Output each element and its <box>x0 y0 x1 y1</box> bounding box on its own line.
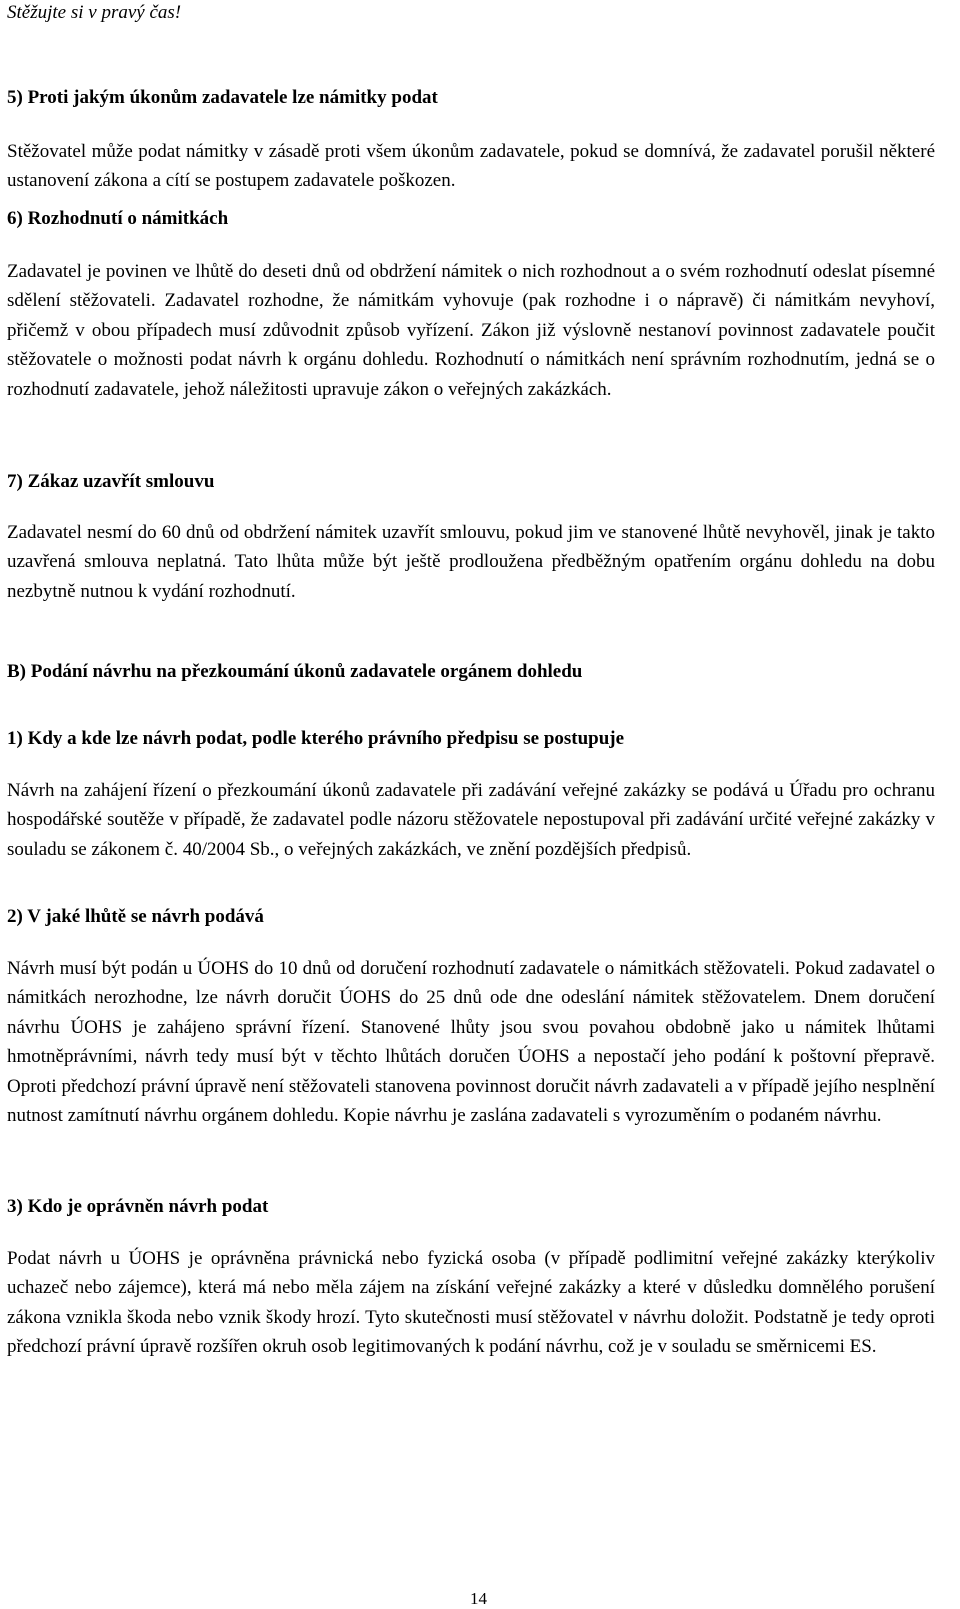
section-heading-5: 5) Proti jakým úkonům zadavatele lze námitky podat <box>7 87 438 108</box>
section-heading-b1: 1) Kdy a kde lze návrh podat, podle kterého právního předpisu se postupuje <box>7 728 625 749</box>
section-text-5: Stěžovatel může podat námitky v zásadě proti všem úkonům zadavatele, pokud se domnívá, že zadavatel porušil některé ustanovení zákona a cítí se postupem zadavatele poškozen. <box>7 141 935 192</box>
section-heading-7: 7) Zákaz uzavřít smlouvu <box>7 471 215 492</box>
section-text-b1: Návrh na zahájení řízení o přezkoumání úkonů zadavatele při zadávání veřejné zakázky se podává u Úřadu pro ochranu hospodářské soutěže v případě, že zadavatel podle názoru stěžovatele nepostupoval při zadávání určité veřejné zakázky v souladu se zákonem č. 40/2004 Sb., o veřejných zakázkách, ve znění pozdějších předpisů. <box>7 780 935 860</box>
section-heading-6: 6) Rozhodnutí o námitkách <box>7 208 229 229</box>
section-text-b2: Návrh musí být podán u ÚOHS do 10 dnů od doručení rozhodnutí zadavatele o námitkách stěžovateli. Pokud zadavatel o námitkách nerozhodne, lze návrh doručit ÚOHS do 25 dnů ode dne odeslání námitek stěžovatelem. Dnem doručení návrhu ÚOHS je zahájeno správní řízení. Stanovené lhůty jsou svou povahou obdobně jako u námitek lhůtami hmotněprávními, návrh tedy musí být v těchto lhůtách doručen ÚOHS a nepostačí jeho podání k poštovní přepravě. Oproti předchozí právní úpravě není stěžovateli stanovena povinnost doručit návrh zadavateli a v případě jejího nesplnění nutnost zamítnutí návrhu orgánem dohledu. Kopie návrhu je zaslána zadavateli s vyrozuměním o podaném návrhu. <box>7 958 935 1127</box>
running-header: Stěžujte si v pravý čas! <box>7 2 182 23</box>
section-heading-b3: 3) Kdo je oprávněn návrh podat <box>7 1196 269 1217</box>
section-heading-b2: 2) V jaké lhůtě se návrh podává <box>7 906 264 927</box>
section-text-b3: Podat návrh u ÚOHS je oprávněna právnická nebo fyzická osoba (v případě podlimitní veřejné zakázky kterýkoliv uchazeč nebo zájemce), která má nebo měla zájem na získání veřejné zakázky a které v důsledku domnělého porušení zákona vznikla škoda nebo vznik škody hrozí. Tyto skutečnosti musí stěžovatel v návrhu doložit. Podstatně je tedy oproti předchozí právní úpravě rozšířen okruh osob legitimovaných k podání návrhu, což je v souladu se směrnicemi ES. <box>7 1248 935 1358</box>
part-b-heading: B) Podání návrhu na přezkoumání úkonů zadavatele orgánem dohledu <box>7 661 583 682</box>
section-text-6: Zadavatel je povinen ve lhůtě do deseti dnů od obdržení námitek o nich rozhodnout a o svém rozhodnutí odeslat písemné sdělení stěžovateli. Zadavatel rozhodne, že námitkám vyhovuje (pak rozhodne i o nápravě) či námitkám nevyhoví, přičemž v obou případech musí zdůvodnit způsob vyřízení. Zákon již výslovně nestanoví povinnost zadavatele poučit stěžovatele o možnosti podat návrh k orgánu dohledu. Rozhodnutí o námitkách není správním rozhodnutím, jedná se o rozhodnutí zadavatele, jehož náležitosti upravuje zákon o veřejných zakázkách. <box>7 261 935 400</box>
page-number: 14 <box>470 1589 487 1608</box>
section-text-7: Zadavatel nesmí do 60 dnů od obdržení námitek uzavřít smlouvu, pokud jim ve stanovené lhůtě nevyhověl, jinak je takto uzavřená smlouva neplatná. Tato lhůta může být ještě prodloužena předběžným opatřením orgánu dohledu na dobu nezbytně nutnou k vydání rozhodnutí. <box>7 522 935 602</box>
